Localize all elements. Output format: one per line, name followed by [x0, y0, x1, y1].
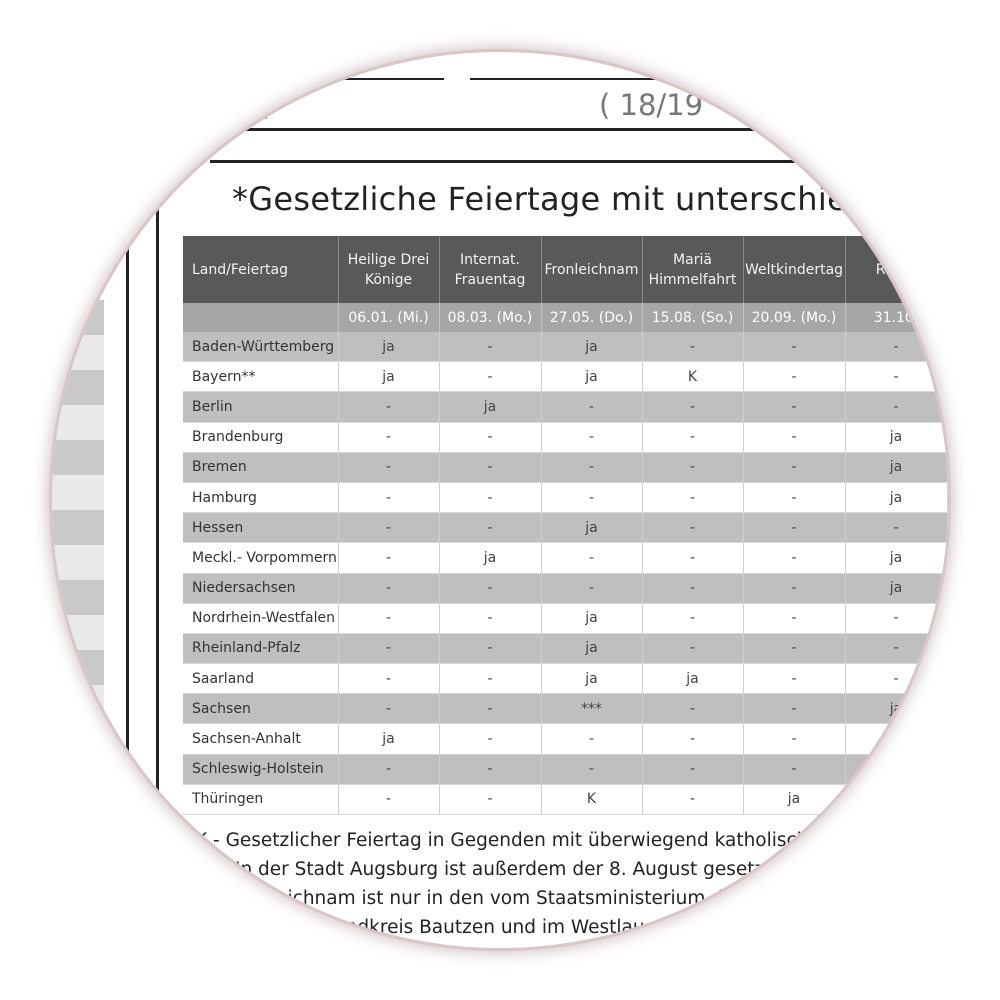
table-row: [183, 422, 947, 452]
holiday-value-cell: -: [439, 754, 541, 784]
date-cell: 08.03. (Mo.): [439, 303, 541, 332]
top-rule-left: [260, 78, 444, 80]
holiday-value-cell: -: [642, 482, 743, 512]
holiday-value-cell: ja: [541, 664, 642, 694]
state-name-cell: Schleswig-Holstein: [183, 754, 338, 784]
footnote-fronleichnam: leichnam ist nur in den vom Staatsministerium des I: [271, 888, 756, 909]
holiday-value-cell: ja: [439, 543, 541, 573]
top-rule-right: [470, 78, 800, 80]
holiday-value-cell: -: [338, 513, 439, 543]
state-name-cell: Thüringen: [183, 784, 338, 814]
state-name-cell: Saarland: [183, 664, 338, 694]
holiday-value-cell: -: [743, 664, 845, 694]
holiday-value-cell: -: [642, 332, 743, 362]
holiday-value-cell: -: [439, 573, 541, 603]
holiday-value-cell: [845, 724, 947, 754]
holiday-value-cell: -: [743, 573, 845, 603]
holiday-value-cell: -: [743, 452, 845, 482]
holiday-value-cell: ja: [541, 513, 642, 543]
table-row: [183, 332, 947, 362]
holiday-value-cell: [845, 754, 947, 784]
holiday-value-cell: -: [338, 543, 439, 573]
state-name-cell: Baden-Württemberg: [183, 332, 338, 362]
holiday-value-cell: -: [845, 392, 947, 422]
holiday-value-cell: ***: [541, 694, 642, 724]
holiday-value-cell: ja: [541, 332, 642, 362]
section-title: *Gesetzliche Feiertage mit unterschiedl: [232, 180, 877, 218]
holiday-value-cell: -: [338, 694, 439, 724]
holiday-value-cell: -: [743, 694, 845, 724]
state-name-cell: Sachsen: [183, 694, 338, 724]
table-row: [183, 543, 947, 573]
state-name-cell: Niedersachsen: [183, 573, 338, 603]
column-header-holiday: Fronleichnam: [541, 236, 642, 303]
holiday-value-cell: -: [845, 513, 947, 543]
holiday-value-cell: -: [439, 784, 541, 814]
holiday-value-cell: -: [439, 603, 541, 633]
holiday-value-cell: -: [541, 543, 642, 573]
state-name-cell: Meckl.- Vorpommern: [183, 543, 338, 573]
holiday-value-cell: ja: [845, 573, 947, 603]
state-name-cell: Brandenburg: [183, 422, 338, 452]
header-fragment-right: ( 18/19: [599, 88, 704, 122]
holiday-value-cell: -: [743, 422, 845, 452]
holiday-value-cell: ja: [541, 362, 642, 392]
column-header-holiday: Weltkindertag: [743, 236, 845, 303]
holiday-value-cell: ja: [541, 633, 642, 663]
holiday-value-cell: -: [541, 392, 642, 422]
holiday-value-cell: -: [439, 513, 541, 543]
holiday-value-cell: -: [338, 392, 439, 422]
holiday-value-cell: [845, 784, 947, 814]
holiday-value-cell: -: [845, 332, 947, 362]
header-fragment-left: ): [262, 88, 274, 122]
holiday-value-cell: ja: [541, 603, 642, 633]
date-cell: [183, 303, 338, 332]
table-row: [183, 724, 947, 754]
holiday-value-cell: -: [541, 452, 642, 482]
holiday-value-cell: -: [743, 392, 845, 422]
state-name-cell: Hamburg: [183, 482, 338, 512]
holiday-value-cell: ja: [845, 422, 947, 452]
holiday-value-cell: -: [743, 482, 845, 512]
state-name-cell: Nordrhein-Westfalen: [183, 603, 338, 633]
magnifier-lens: [52, 52, 948, 948]
footnote-bayern: In der Stadt Augsburg ist außerdem der 8. August gesetzliche: [235, 859, 808, 880]
table-row: [183, 754, 947, 784]
holiday-value-cell: -: [743, 603, 845, 633]
holiday-value-cell: -: [642, 392, 743, 422]
date-cell: 15.08. (So.): [642, 303, 743, 332]
table-row: [183, 513, 947, 543]
holiday-value-cell: -: [541, 482, 642, 512]
holiday-value-cell: -: [642, 694, 743, 724]
table-row: [183, 603, 947, 633]
holiday-value-cell: -: [642, 573, 743, 603]
column-header-holiday: R... ...: [845, 236, 947, 303]
holiday-value-cell: -: [541, 422, 642, 452]
table-row: [183, 482, 947, 512]
column-header-land: Land/Feiertag: [183, 236, 338, 303]
holiday-value-cell: -: [439, 694, 541, 724]
column-header-holiday: Mariä Himmelfahrt: [642, 236, 743, 303]
date-cell: 20.09. (Mo.): [743, 303, 845, 332]
holiday-value-cell: -: [439, 724, 541, 754]
holiday-value-cell: -: [439, 664, 541, 694]
table-row: [183, 573, 947, 603]
holiday-value-cell: -: [338, 754, 439, 784]
state-name-cell: Bayern**: [183, 362, 338, 392]
holiday-value-cell: -: [338, 422, 439, 452]
state-name-cell: Berlin: [183, 392, 338, 422]
holiday-value-cell: -: [642, 543, 743, 573]
state-name-cell: Sachsen-Anhalt: [183, 724, 338, 754]
holiday-value-cell: ja: [338, 362, 439, 392]
table-row: [183, 784, 947, 814]
holiday-value-cell: -: [845, 362, 947, 392]
holiday-value-cell: -: [845, 633, 947, 663]
holiday-value-cell: -: [743, 633, 845, 663]
holiday-value-cell: -: [743, 754, 845, 784]
date-cell: 06.01. (Mi.): [338, 303, 439, 332]
footnote-k: K - Gesetzlicher Feiertag in Gegenden mit überwiegend katholischer: [195, 830, 828, 851]
table-row: [183, 452, 947, 482]
holiday-value-cell: -: [439, 332, 541, 362]
table-body: [183, 332, 947, 815]
holiday-value-cell: -: [642, 633, 743, 663]
footnotes: [195, 826, 827, 942]
document-page: [52, 52, 948, 948]
holiday-value-cell: -: [541, 754, 642, 784]
table-row: [183, 664, 947, 694]
holiday-value-cell: -: [845, 664, 947, 694]
state-name-cell: Bremen: [183, 452, 338, 482]
holiday-value-cell: -: [439, 482, 541, 512]
date-cell: 31.10.: [845, 303, 947, 332]
holiday-value-cell: ja: [845, 694, 947, 724]
holiday-value-cell: ja: [338, 332, 439, 362]
holiday-table: [183, 236, 948, 815]
holiday-value-cell: -: [338, 452, 439, 482]
holiday-value-cell: ja: [845, 452, 947, 482]
holiday-value-cell: -: [743, 724, 845, 754]
holiday-value-cell: -: [642, 452, 743, 482]
holiday-value-cell: -: [439, 362, 541, 392]
holiday-value-cell: -: [743, 332, 845, 362]
holiday-value-cell: -: [338, 603, 439, 633]
table-header-row: [183, 236, 947, 303]
holiday-value-cell: K: [541, 784, 642, 814]
holiday-value-cell: ja: [338, 724, 439, 754]
state-name-cell: Hessen: [183, 513, 338, 543]
table-row: [183, 362, 947, 392]
table-row: [183, 392, 947, 422]
holiday-value-cell: -: [743, 513, 845, 543]
table-dates-row: [183, 303, 947, 332]
holiday-value-cell: K: [642, 362, 743, 392]
holiday-value-cell: -: [642, 422, 743, 452]
holiday-value-cell: -: [642, 784, 743, 814]
page-border-left: [126, 150, 129, 870]
table-frame-left: [156, 160, 159, 880]
holiday-value-cell: ja: [845, 543, 947, 573]
holiday-value-cell: -: [845, 603, 947, 633]
holiday-value-cell: -: [439, 422, 541, 452]
holiday-value-cell: ja: [642, 664, 743, 694]
holiday-value-cell: -: [338, 573, 439, 603]
holiday-value-cell: -: [338, 633, 439, 663]
holiday-value-cell: -: [642, 603, 743, 633]
column-header-holiday: Internat. Frauentag: [439, 236, 541, 303]
footnote-sachsen: im Landkreis Bautzen und im Westlau: [295, 917, 645, 938]
holiday-value-cell: -: [338, 664, 439, 694]
holiday-value-cell: -: [642, 513, 743, 543]
holiday-value-cell: ja: [439, 392, 541, 422]
holiday-value-cell: -: [541, 724, 642, 754]
holiday-value-cell: -: [338, 482, 439, 512]
table-row: [183, 694, 947, 724]
holiday-value-cell: ja: [743, 784, 845, 814]
date-cell: 27.05. (Do.): [541, 303, 642, 332]
holiday-value-cell: -: [338, 784, 439, 814]
holiday-value-cell: -: [439, 452, 541, 482]
holiday-value-cell: -: [642, 754, 743, 784]
table-row: [183, 633, 947, 663]
previous-table-sliver: [52, 300, 104, 720]
holiday-value-cell: ja: [845, 482, 947, 512]
holiday-value-cell: -: [541, 573, 642, 603]
header-rule: [230, 128, 830, 131]
holiday-value-cell: -: [642, 724, 743, 754]
state-name-cell: Rheinland-Pfalz: [183, 633, 338, 663]
section-rule: [210, 160, 910, 163]
holiday-value-cell: -: [439, 633, 541, 663]
column-header-holiday: Heilige Drei Könige: [338, 236, 439, 303]
holiday-value-cell: -: [743, 543, 845, 573]
holiday-value-cell: -: [743, 362, 845, 392]
